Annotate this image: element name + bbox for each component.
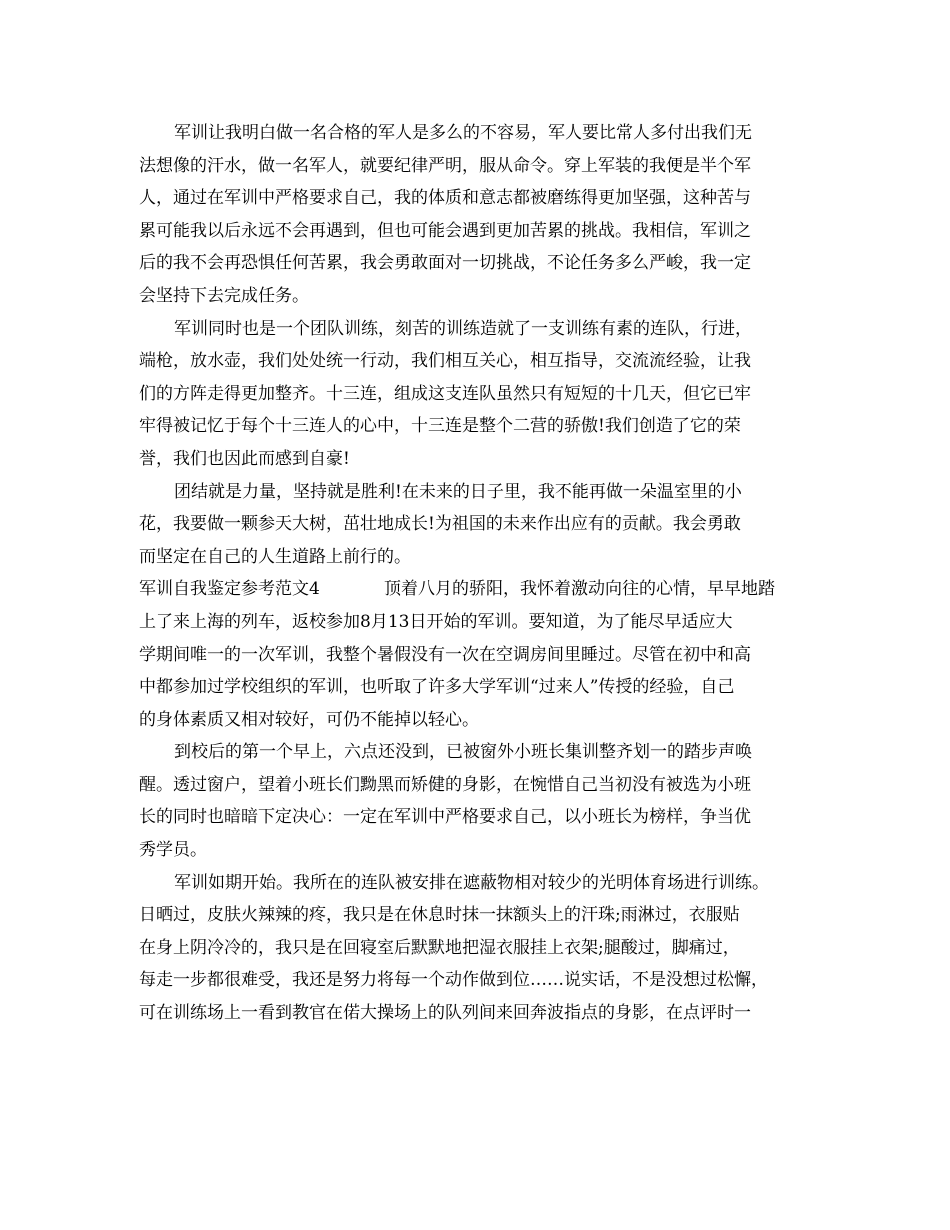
paragraph-line: 誉，我们也因此而感到自豪!: [139, 448, 350, 469]
paragraph-line: 军训如期开始。我所在的连队被安排在遮蔽物相对较少的光明体育场进行训练。: [174, 872, 769, 893]
section-heading: 军训自我鉴定参考范文4: [139, 579, 320, 600]
paragraph-line: 日晒过，皮肤火辣辣的疼，我只是在休息时抹一抹额头上的汗珠;雨淋过，衣服贴: [139, 905, 740, 926]
paragraph-line: 而坚定在自己的人生道路上前行的。: [139, 546, 411, 567]
paragraph-line: 长的同时也暗暗下定决心：一定在军训中严格要求自己，以小班长为榜样，争当优: [139, 807, 751, 828]
paragraph-line: 端枪，放水壶，我们处处统一行动，我们相互关心，相互指导，交流流经验，让我: [139, 351, 751, 372]
paragraph-line: 顶着八月的骄阳，我怀着激动向往的心情，早早地踏: [384, 579, 775, 600]
paragraph-line: 上了来上海的列车，返校参加8月13日开始的军训。要知道，为了能尽早适应大: [139, 611, 733, 632]
paragraph-line: 牢得被记忆于每个十三连人的心中，十三连是整个二营的骄傲!我们创造了它的荣: [139, 416, 741, 437]
paragraph-line: 会坚持下去完成任务。: [139, 285, 309, 306]
paragraph-line: 到校后的第一个早上，六点还没到，已被窗外小班长集训整齐划一的踏步声唤: [174, 742, 752, 763]
paragraph-line: 可在训练场上一看到教官在偌大操场上的队列间来回奔波指点的身影，在点评时一: [139, 1003, 751, 1024]
paragraph-line: 团结就是力量，坚持就是胜利!在未来的日子里，我不能再做一朵温室里的小: [174, 481, 742, 502]
paragraph-line: 学期间唯一的一次军训，我整个暑假没有一次在空调房间里睡过。尽管在初中和高: [139, 644, 751, 665]
paragraph-line: 军训同时也是一个团队训练，刻苦的训练造就了一支训练有素的连队，行进，: [174, 318, 752, 339]
document-body: [139, 117, 827, 1030]
paragraph-line: 后的我不会再恐惧任何苦累，我会勇敢面对一切挑战，不论任务多么严峻，我一定: [139, 253, 751, 274]
heading-line: [139, 573, 827, 606]
paragraph-line: 花，我要做一颗参天大树，茁壮地成长!为祖国的未来作出应有的贡献。我会勇敢: [139, 514, 741, 535]
paragraph-line: 在身上阴冷冷的，我只是在回寝室后默默地把湿衣服挂上衣架;腿酸过，脚痛过，: [139, 937, 740, 958]
paragraph-line: 军训让我明白做一名合格的军人是多么的不容易，军人要比常人多付出我们无: [174, 123, 752, 143]
paragraph-line: 醒。透过窗户，望着小班长们黝黑而矫健的身影，在惋惜自己当初没有被选为小班: [139, 774, 751, 795]
paragraph-line: 人，通过在军训中严格要求自己，我的体质和意志都被磨练得更加坚强，这种苦与: [139, 188, 751, 209]
paragraph-line: 秀学员。: [139, 840, 207, 861]
paragraph-line: 们的方阵走得更加整齐。十三连，组成这支连队虽然只有短短的十几天，但它已牢: [139, 383, 751, 404]
paragraph-line: 的身体素质又相对较好，可仍不能掉以轻心。: [139, 709, 479, 730]
paragraph-line: 中都参加过学校组织的军训，也听取了许多大学军训“过来人”传授的经验，自己: [139, 677, 735, 698]
paragraph-line: 法想像的汗水，做一名军人，就要纪律严明，服从命令。穿上军装的我便是半个军: [139, 155, 751, 176]
paragraph-line: 累可能我以后永远不会再遇到，但也可能会遇到更加苦累的挑战。我相信，军训之: [139, 220, 751, 241]
paragraph-line: 每走一步都很难受，我还是努力将每一个动作做到位……说实话，不是没想过松懈，: [139, 970, 768, 991]
